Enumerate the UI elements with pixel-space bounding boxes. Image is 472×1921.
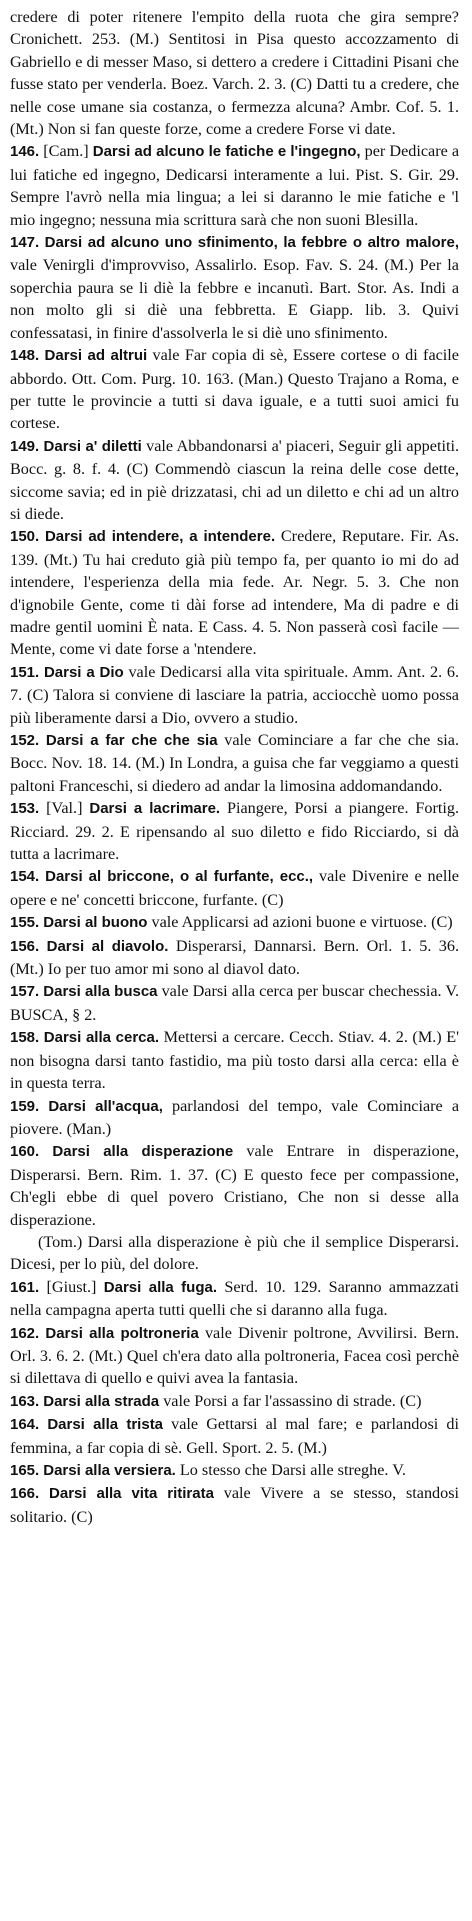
entry-headword: Darsi alla cerca. bbox=[43, 1029, 160, 1047]
entry-number: 160. bbox=[10, 1143, 40, 1161]
entry-150 bbox=[10, 525, 459, 660]
entry-body: Mettersi a cercare. Cecch. Stiav. 4. 2. (M.) E' non bisogna darsi tanto fastidio, ma più tosto darsi alla cerca: ella è in questa terra. bbox=[10, 1028, 460, 1093]
entry-continuation bbox=[10, 6, 459, 140]
entry-number: 161. bbox=[10, 1278, 40, 1296]
entry-headword: Darsi alla trista bbox=[47, 1416, 164, 1434]
entry-headword: Darsi alla busca bbox=[43, 983, 158, 1001]
entry-headword: Darsi alla fuga. bbox=[103, 1278, 218, 1296]
entry-headword: Darsi a lacrimare. bbox=[89, 800, 221, 818]
entry-number: 157. bbox=[10, 983, 40, 1001]
entry-162 bbox=[10, 1322, 459, 1390]
entry-body: vale Venirgli d'improvviso, Assalirlo. Esop. Fav. S. 24. (M.) Per la soperchia paura se li diè la febbre e incanutì. Bart. Stor. As. Indi a non molto gli si diè una febbretta. E Giapp. lib. 3. Quivi confessatasi, in finire d'assolverla le si diè uno sfinimento. bbox=[10, 256, 459, 342]
entry-headword: Darsi ad intendere, a intendere. bbox=[44, 528, 276, 546]
entry-headword: Darsi ad alcuno le fatiche e l'ingegno, bbox=[92, 143, 361, 161]
entry-body: per Dedicare a lui fatiche ed ingegno, Dedicarsi interamente a lui. Pist. S. Gir. 29. Sempre l'avrò nella mia lingua; a lei si daranno le mie fatiche e 'l mio ingegno; nessuna mia scrittura sarà che non suoni Blesilla. bbox=[10, 142, 460, 229]
entry-body: vale Gettarsi al mal fare; e parlandosi di femmina, a far copia di sè. Gell. Sport. 2. 5. (M.) bbox=[10, 1415, 460, 1457]
entry-headword: Darsi al diavolo. bbox=[46, 937, 169, 955]
entry-body: vale Far copia di sè, Essere cortese o di facile abbordo. Ott. Com. Purg. 10. 163. (Man.) Questo Trajano a Roma, e per tutte le provincie a tutti si dava iguale, e a tutti suoi amici fu cortese. bbox=[10, 346, 459, 433]
entry-headword: Darsi a far che che sia bbox=[45, 732, 218, 749]
entry-tag: [Val.] bbox=[46, 799, 83, 818]
entry-body: vale Divenire e nelle opere e ne' concetti briccone, furfante. (C) bbox=[10, 867, 459, 909]
entry-body: Serd. 10. 129. Saranno ammazzati nella campagna aperta tutti quelli che si daranno alla fuga. bbox=[10, 1277, 460, 1320]
entry-number: 164. bbox=[10, 1416, 40, 1434]
entry-148 bbox=[10, 344, 459, 435]
entry-body: vale Vivere a se stesso, standosi solitario. (C) bbox=[10, 1484, 460, 1526]
entry-number: 154. bbox=[10, 868, 40, 886]
entry-160 bbox=[10, 1140, 459, 1231]
entry-tag: [Giust.] bbox=[46, 1277, 97, 1296]
entry-headword: Darsi al briccone, o al furfante, ecc., bbox=[45, 868, 314, 886]
entry-headword: Darsi ad alcuno uno sfinimento, la febbre o altro malore, bbox=[44, 234, 459, 252]
entry-number: 155. bbox=[10, 914, 40, 932]
entry-151 bbox=[10, 661, 459, 729]
entry-headword: Darsi al buono bbox=[43, 914, 148, 932]
entry-headword: Darsi a' diletti bbox=[43, 437, 142, 455]
entry-number: 162. bbox=[10, 1324, 40, 1342]
entry-159 bbox=[10, 1095, 459, 1141]
entry-158 bbox=[10, 1026, 459, 1094]
entry-body: vale Cominciare a far che che sia. Bocc. Nov. 18. 14. (M.) In Londra, a guisa che far veggiamo a questi paltoni Franceschi, si diedero ad andar la limosina addomandando. bbox=[10, 731, 460, 795]
entry-body: vale Abbandonarsi a' piaceri, Seguir gli appetiti. Bocc. g. 8. f. 4. (C) Commendò ciascun la reina delle cose dette, siccome savia; ed in piè drizzatasi, chi ad un diletto e chi ad un altro si diede. bbox=[10, 436, 459, 523]
entry-body: parlandosi del tempo, vale Cominciare a piovere. (Man.) bbox=[10, 1096, 460, 1138]
entry-body: Lo stesso che Darsi alle streghe. V. bbox=[179, 1461, 406, 1479]
entry-body: credere di poter ritenere l'empito della ruota che gira sempre? Cronichett. 253. (M.) Sentitosi in Pisa questo accozzamento di Gabriello e di messer Maso, si dettero a credere i Cittadini Pisani che fusse stato per venderla. Boez. Varch. 2. 3. (C) Datti tu a credere, che nelle cose umane sia costanza, o fermezza alcuna? Ambr. Cof. 5. 1. (Mt.) Non si fan queste forze, come a credere Forse vi date. bbox=[10, 8, 459, 139]
entry-164 bbox=[10, 1413, 459, 1459]
entry-number: 166. bbox=[10, 1485, 40, 1503]
entry-headword: Darsi ad altrui bbox=[44, 347, 148, 365]
entry-note bbox=[10, 1231, 459, 1276]
entry-body: (Tom.) Darsi alla disperazione è più che il semplice Disperarsi. Dicesi, per lo più, del dolore. bbox=[10, 1232, 459, 1274]
entry-headword: Darsi a Dio bbox=[43, 663, 124, 681]
entry-146 bbox=[10, 140, 459, 231]
entry-153 bbox=[10, 797, 459, 865]
entry-headword: Darsi alla versiera. bbox=[43, 1462, 176, 1479]
entry-149 bbox=[10, 435, 459, 526]
entry-number: 151. bbox=[10, 663, 40, 681]
entry-headword: Darsi alla strada bbox=[43, 1392, 160, 1410]
entry-number: 149. bbox=[10, 437, 40, 455]
entry-number: 152. bbox=[10, 732, 40, 749]
entry-number: 153. bbox=[10, 800, 40, 818]
entry-number: 163. bbox=[10, 1392, 40, 1410]
entry-155 bbox=[10, 911, 459, 934]
entry-number: 150. bbox=[10, 528, 40, 546]
entry-166 bbox=[10, 1482, 459, 1528]
entry-number: 148. bbox=[10, 347, 40, 365]
entry-156 bbox=[10, 935, 459, 981]
entry-157 bbox=[10, 980, 459, 1026]
entry-number: 146. bbox=[10, 143, 40, 161]
entry-163 bbox=[10, 1390, 459, 1413]
entry-tag: [Cam.] bbox=[43, 142, 89, 161]
entry-body: vale Entrare in disperazione, Disperarsi. Bern. Rim. 1. 37. (C) E questo fece per compassione, Ch'egli ebbe di quel povero Cristiano, Che non si desse alla disperazione. bbox=[10, 1142, 459, 1229]
entry-headword: Darsi alla disperazione bbox=[52, 1143, 234, 1161]
entry-body: vale Applicarsi ad azioni buone e virtuose. (C) bbox=[151, 913, 453, 932]
entry-161 bbox=[10, 1276, 459, 1322]
entry-165 bbox=[10, 1459, 459, 1482]
entry-number: 159. bbox=[10, 1097, 40, 1115]
entry-headword: Darsi all'acqua, bbox=[48, 1097, 163, 1115]
entry-147 bbox=[10, 231, 459, 344]
entry-154 bbox=[10, 865, 459, 911]
entry-number: 156. bbox=[10, 937, 40, 955]
entry-body: Disperarsi, Dannarsi. Bern. Orl. 1. 5. 36. (Mt.) Io per tuo amor mi sono al diavol dato. bbox=[10, 936, 460, 979]
entry-number: 158. bbox=[10, 1029, 40, 1047]
entry-number: 147. bbox=[10, 234, 40, 252]
entry-number: 165. bbox=[10, 1462, 40, 1479]
entry-body: vale Dedicarsi alla vita spirituale. Amm. Ant. 2. 6. 7. (C) Talora si conviene di lasciare la patria, acciocchè uomo possa più liberamente darsi a Dio, ovvero a studio. bbox=[10, 662, 460, 727]
entry-152 bbox=[10, 729, 459, 797]
entry-body: vale Darsi alla cerca per buscar chechessia. V. BUSCA, § 2. bbox=[10, 982, 460, 1024]
entry-body: vale Divenir poltrone, Avvilirsi. Bern. Orl. 3. 6. 2. (Mt.) Quel ch'era dato alla poltroneria, Facea così perchè si dilettava di quello e quivi avea la fantasia. bbox=[10, 1323, 459, 1388]
entry-headword: Darsi alla poltroneria bbox=[45, 1324, 199, 1342]
entry-body: Piangere, Porsi a piangere. Fortig. Ricciard. 29. 2. E ripensando al suo diletto e fido Ricciardo, si dà tutta a lacrimare. bbox=[10, 799, 459, 864]
entry-body: Credere, Reputare. Fir. As. 139. (Mt.) Tu hai creduto già più tempo fa, per quanto io mi do ad intendere, l'esperienza della mia fede. Ar. Negr. 5. 3. Che non d'ignobile Gente, come ti dài forse ad intendere, Ma di padre e di madre gentil uomini È nata. E Cass. 4. 5. Non passerà così facile — Mente, come vi date forse a 'ntendere. bbox=[10, 527, 460, 659]
entry-headword: Darsi alla vita ritirata bbox=[49, 1485, 214, 1503]
entry-body: vale Porsi a far l'assassino di strade. (C) bbox=[163, 1391, 422, 1410]
